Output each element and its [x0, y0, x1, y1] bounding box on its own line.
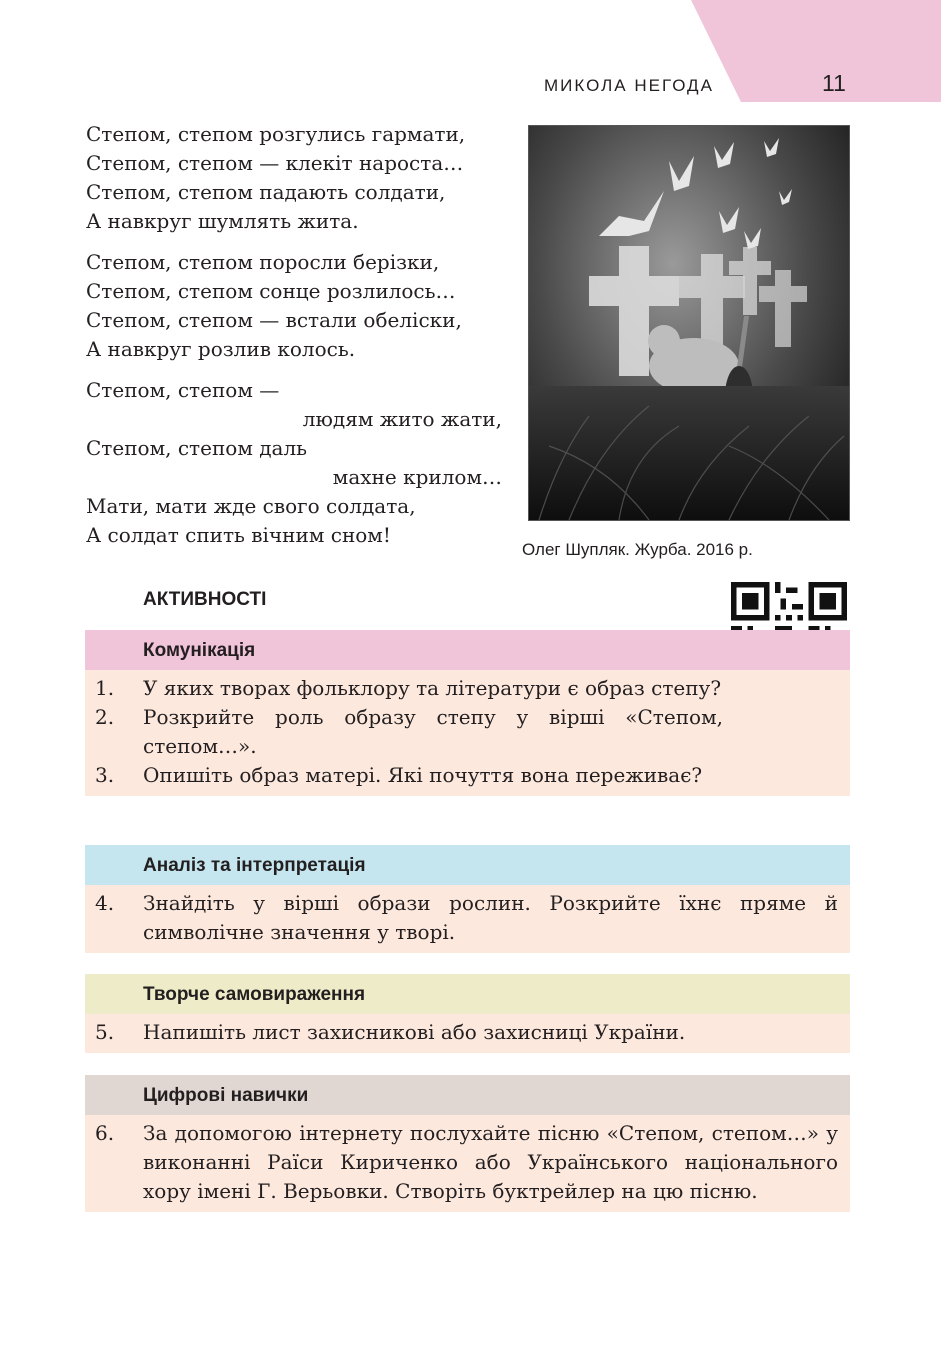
task-text: За допомогою інтернету послухайте пісню «Степом, степом…» у виконанні Раїси Кириченко або Українського національного хору імені Г. Верьовки. Створіть буктрейлер на цю пісню. — [143, 1121, 838, 1203]
section-title: Комунікація — [85, 630, 850, 670]
task-text: Розкрийте роль образу степу у вірші «Степом, степом…». — [143, 705, 723, 758]
painting-illustration — [528, 125, 850, 521]
task-item — [85, 1018, 838, 1047]
poem-line: Степом, степом розгулись гармати, — [86, 122, 466, 146]
poem-stanza — [86, 248, 502, 364]
section-body — [85, 1014, 850, 1053]
running-header-author: МИКОЛА НЕГОДА — [544, 76, 714, 95]
task-number: 1. — [95, 676, 115, 700]
poem-line: махне крилом… — [332, 465, 502, 489]
section-communication — [85, 630, 850, 796]
poem-line: Мати, мати жде свого солдата, — [86, 494, 416, 518]
poem-line: А навкруг розлив колось. — [86, 337, 356, 361]
poem-stanza — [86, 120, 502, 236]
poem-line: Степом, степом падають солдати, — [86, 180, 446, 204]
section-title: Цифрові навички — [85, 1075, 850, 1115]
poem-line: Степом, степом сонце розлилось… — [86, 279, 456, 303]
task-number: 2. — [95, 705, 115, 729]
poem-line: Степом, степом — встали обеліски, — [86, 308, 462, 332]
task-text: Напишіть лист захисникові або захисниці України. — [143, 1020, 686, 1044]
task-text: Опишіть образ матері. Які почуття вона переживає? — [143, 763, 703, 787]
task-number: 3. — [95, 763, 115, 787]
header-tab — [691, 0, 941, 102]
section-body — [85, 885, 850, 953]
task-item — [85, 1119, 838, 1206]
task-item — [85, 703, 838, 761]
section-title: Творче самовираження — [85, 974, 850, 1014]
task-text: Знайдіть у вірші образи рослин. Розкрийте їхнє пряме й символічне значення у творі. — [143, 891, 838, 944]
section-title: Аналіз та інтерпретація — [85, 845, 850, 885]
task-item — [85, 674, 838, 703]
activities-heading: АКТИВНОСТІ — [143, 589, 267, 610]
page-number: 11 — [822, 70, 846, 96]
section-digital — [85, 1075, 850, 1212]
painting-caption: Олег Шупляк. Журба. 2016 р. — [522, 540, 753, 559]
poem-line: А солдат спить вічним сном! — [86, 523, 391, 547]
task-number: 6. — [95, 1121, 115, 1145]
section-creative — [85, 974, 850, 1053]
poem-stanza — [86, 376, 502, 550]
task-item — [85, 761, 838, 790]
poem-line: людям жито жати, — [302, 407, 502, 431]
poem-line: Степом, степом — — [86, 378, 280, 402]
poem-line: Степом, степом поросли берізки, — [86, 250, 440, 274]
section-body — [85, 1115, 850, 1212]
poem — [86, 120, 502, 562]
task-item — [85, 889, 838, 947]
poem-line: Степом, степом даль — [86, 436, 308, 460]
section-body — [85, 670, 850, 796]
poem-line: А навкруг шумлять жита. — [86, 209, 359, 233]
section-analysis — [85, 845, 850, 953]
task-number: 5. — [95, 1020, 115, 1044]
task-text: У яких творах фольклору та літератури є образ степу? — [143, 676, 722, 700]
poem-line: Степом, степом — клекіт нароста… — [86, 151, 464, 175]
task-number: 4. — [95, 891, 115, 915]
